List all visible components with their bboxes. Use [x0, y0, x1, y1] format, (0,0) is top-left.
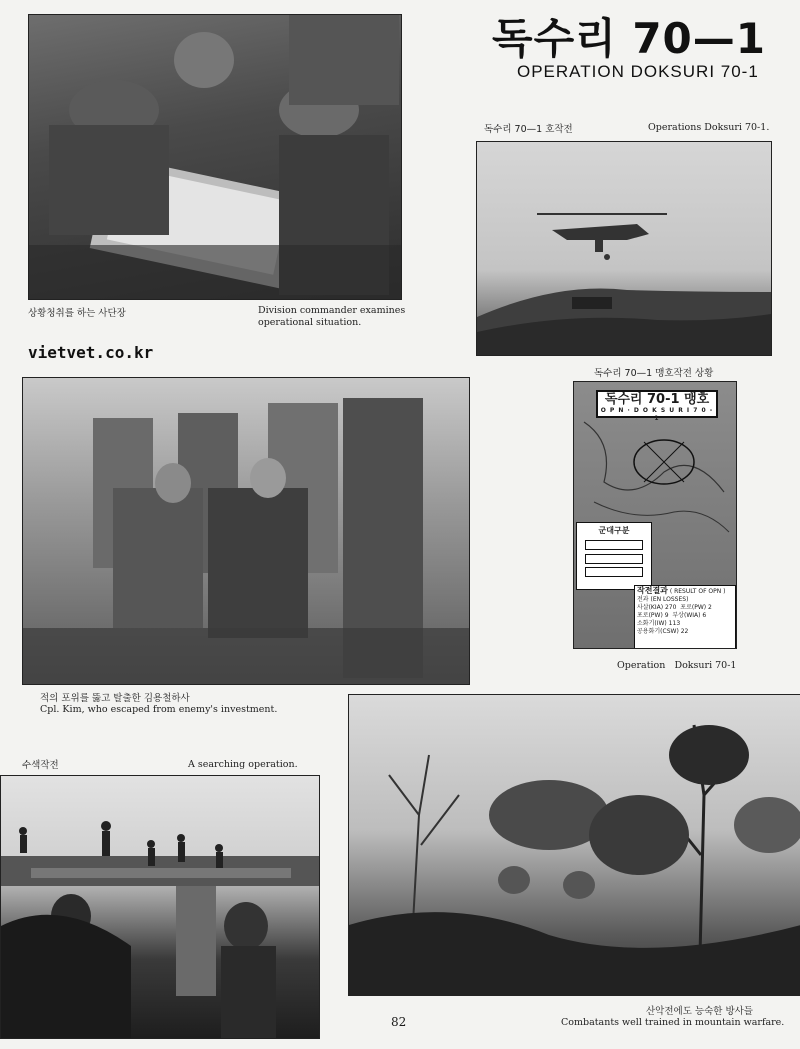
caption-escape-ko: 적의 포위를 뚫고 탈출한 김용철하사: [40, 693, 190, 704]
caption-commander-en: [258, 305, 405, 329]
map-result-row: [637, 612, 733, 620]
map-result-label: 사살(KIA) 270: [637, 604, 677, 611]
map-result-title: 작전결과: [637, 586, 668, 595]
caption-search-en: A searching operation.: [188, 759, 298, 770]
map-result-label: 공용화기(CSW) 22: [637, 628, 689, 635]
map-board-result: [634, 585, 736, 649]
caption-helicopter-ko: 독수리 70—1 호작전: [484, 124, 573, 135]
page-number: 82: [391, 1015, 407, 1029]
map-board-legend: [576, 522, 652, 590]
page-title-english: OPERATION DOKSURI 70-1: [517, 62, 759, 81]
photo-division-commander: [28, 14, 402, 300]
photo-mountain-warfare: [348, 694, 800, 996]
caption-search-ko: 수색작전: [22, 760, 59, 771]
map-board-subtitle: O P N · D O K S U R I 7 0 - 1: [600, 407, 714, 422]
page-title-korean: 독수리 70—1: [492, 14, 767, 63]
map-result-label: 포로(PW) 9: [637, 612, 669, 619]
map-result-row: [637, 604, 733, 612]
website-watermark: vietvet.co.kr: [28, 343, 154, 362]
map-result-row: [637, 620, 733, 628]
map-result-row: [637, 628, 733, 636]
caption-commander-en-line1: Division commander examines: [258, 305, 406, 316]
caption-commander-ko: 상황청취를 하는 사단장: [28, 308, 126, 319]
map-result-row: [637, 596, 733, 604]
caption-mountain-en: Combatants well trained in mountain warfare.: [561, 1017, 785, 1028]
photo-searching-operation: [0, 775, 320, 1039]
map-result-title-en: ( RESULT OF OPN ): [669, 588, 726, 595]
map-result-label: 소화기(IW) 113: [637, 620, 681, 627]
map-legend-title: 군대구분: [598, 526, 630, 535]
photo-operation-map-board: [573, 381, 737, 649]
caption-escape-en: Cpl. Kim, who escaped from enemy's investment.: [40, 704, 278, 715]
caption-mountain-ko: 산악전에도 능숙한 방사들: [646, 1006, 753, 1017]
caption-map-en: Operation Doksuri 70-1: [617, 660, 737, 671]
map-board-title-text: 독수리 70-1 맹호: [604, 392, 710, 407]
map-board-title: [596, 390, 718, 422]
photo-helicopter-operation: [476, 141, 772, 356]
map-result-value: 포로(PW) 2: [680, 604, 712, 611]
photo-cpl-kim-escape: [22, 377, 470, 685]
caption-map-ko: 독수리 70—1 맹호작전 상황: [594, 368, 714, 379]
map-result-label: 전과 (EN LOSSES): [637, 596, 689, 603]
caption-helicopter-en: Operations Doksuri 70-1.: [648, 122, 770, 133]
caption-commander-en-line2: operational situation.: [258, 317, 362, 328]
map-result-value: 부상(WIA) 6: [672, 612, 707, 619]
